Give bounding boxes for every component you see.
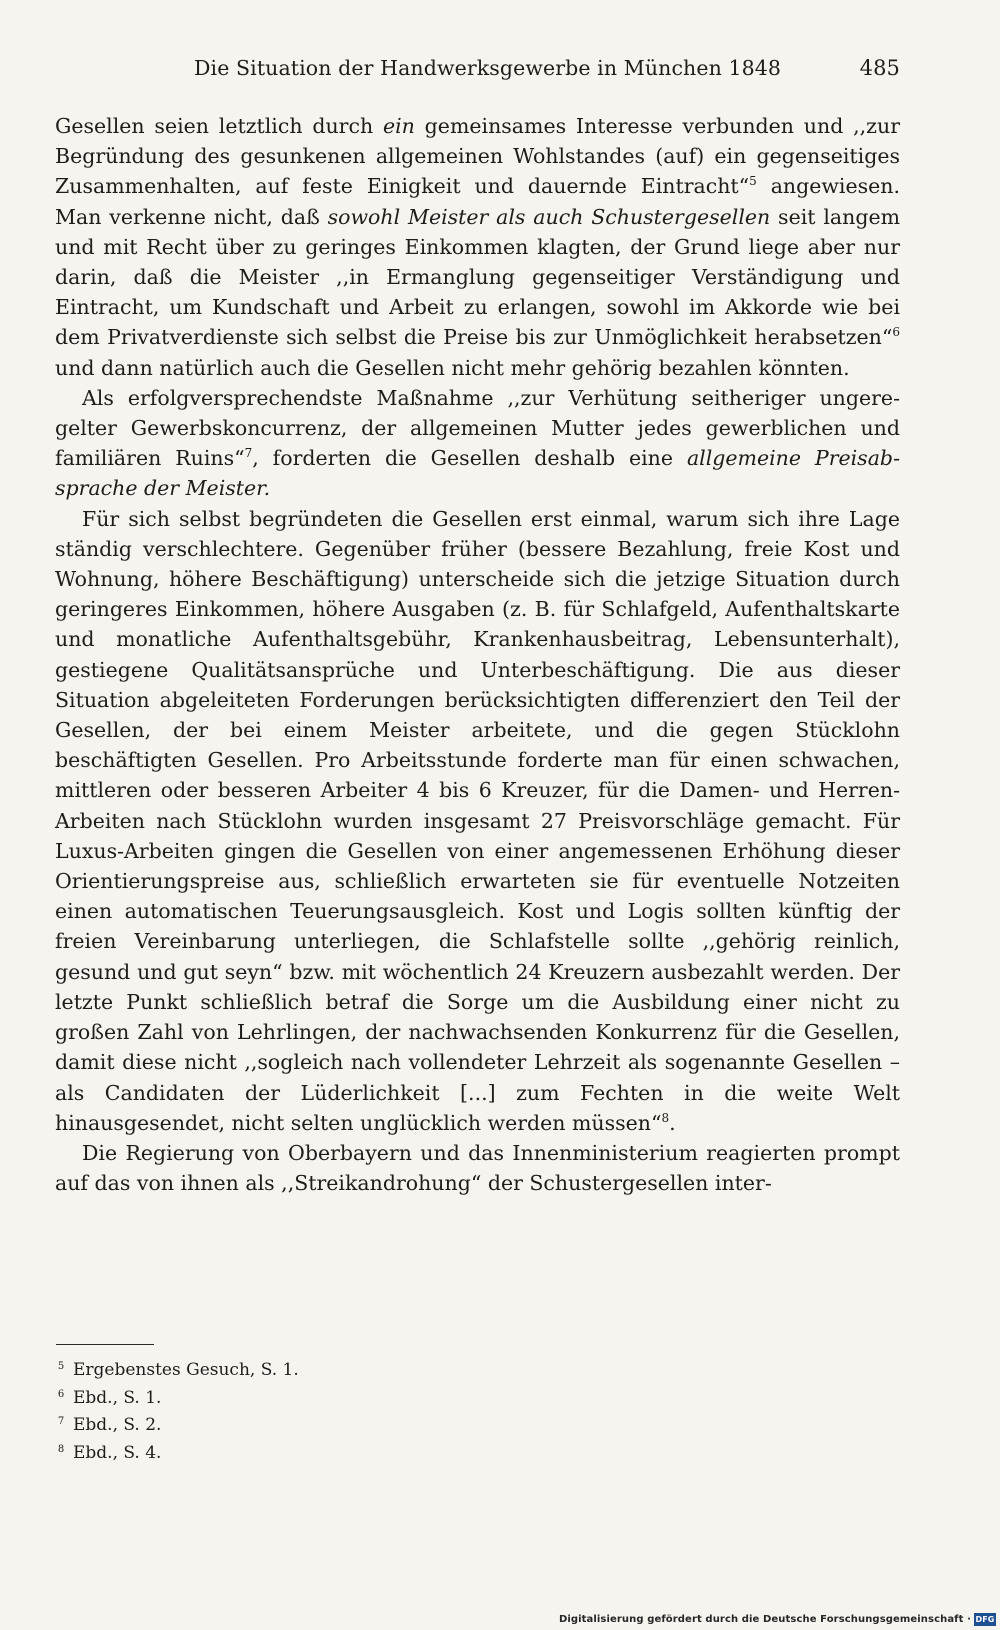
footnote-marker: 6 — [57, 1388, 65, 1400]
running-head — [55, 56, 900, 90]
paragraph — [55, 504, 900, 1138]
footnote-text: Ebd., S. 2. — [73, 1415, 162, 1435]
footnote-text: Ebd., S. 1. — [73, 1387, 162, 1408]
italic-text: ein — [382, 114, 415, 138]
footnote-text: Ergebenstes Gesuch, S. 1. — [73, 1360, 299, 1380]
italic-text: sowohl Meister als auch Schustergesellen — [327, 204, 771, 229]
text-run: und dann natürlich auch die Gesellen nicht mehr gehörig bezahlen könnten. — [55, 355, 850, 380]
dfg-logo: DFG — [975, 1615, 995, 1624]
footnote — [56, 1386, 901, 1414]
paragraph — [55, 111, 900, 383]
footnote-separator — [56, 1344, 154, 1345]
paragraph — [55, 1138, 900, 1198]
footnote-reference: 7 — [244, 446, 253, 461]
italic-text: allgemeine Preisabsprache der Meister. — [55, 446, 900, 501]
text-run: angewiesen. Man verkenne nicht, daß — [55, 174, 900, 229]
text-run: Als erfolgversprechendste Maßnahme ,,zur Verhütung seitheriger ungeregelter Gewerbskoncurrenz, der allgemeinen Mutter jedes gewerblichen und familiären Ruins“ — [55, 385, 900, 471]
text-run: . — [669, 1110, 676, 1135]
footnote-reference: 5 — [749, 174, 757, 189]
footnote — [56, 1358, 901, 1386]
text-run: , forderten die Gesellen deshalb eine — [252, 446, 687, 471]
footnote — [56, 1413, 901, 1441]
footnote-reference: 6 — [892, 325, 900, 340]
running-title: Die Situation der Handwerksgewerbe in München 1848 — [194, 56, 782, 80]
text-run: Gesellen seien letztlich durch — [55, 114, 383, 138]
footnote-marker: 8 — [57, 1443, 65, 1455]
paragraph — [55, 383, 900, 504]
digitization-note — [559, 1613, 996, 1626]
footnote-marker: 5 — [57, 1361, 65, 1372]
text-run: seit langem und mit Recht über zu geringes Einkommen klagten, der Grund liege aber nur darin, daß die Meister ,,in Ermanglung gegenseitiger Verständigung und Eintracht, um Kundschaft und Arbeit zu erlangen, sowohl im Akkorde wie bei dem Privatverdienste sich selbst die Preise bis zur Unmöglichkeit herabsetzen“ — [55, 204, 901, 350]
footnote-marker: 7 — [57, 1416, 65, 1427]
body-text — [55, 111, 900, 1198]
text-run: Für sich selbst begründeten die Gesellen erst einmal, warum sich ihre Lage ständig verschlechtere. Gegenüber früher (bessere Bezahlung, freie Kost und Wohnung, höhere Beschäftigung) unterscheide sich die jetzige Situation durch geringeres Einkommen, höhere Ausgaben (z. B. für Schlafgeld, Aufenthaltskarte und monatliche Aufenthaltsgebühr, Krankenhausbeitrag, Lebensunterhalt), gestiegene Qualitätsansprüche und Unterbeschäftigung. Die aus dieser Situation abgeleiteten Forderungen berücksichtigten differenziert den Teil der Gesellen, der bei einem Meister arbeitete, und die gegen Stücklohn beschäftigten Gesellen. Pro Arbeitsstunde forderte man für einen schwachen, mittleren oder besseren Arbeiter 4 bis 6 Kreuzer, für die Damen- und Herren-Arbeiten nach Stücklohn wurden insgesamt 27 Preisvorschläge gemacht. Für Luxus-Arbeiten gingen die Gesellen von einer angemessenen Erhöhung dieser Orientierungspreise aus, schließlich erwarteten sie für eventuelle Notzeiten einen automatischen Teuerungsausgleich. Kost und Logis sollten künftig der freien Vereinbarung unterliegen, die Schlafstelle sollte ,,gehörig reinlich, gesund und gut seyn“ bzw. mit wöchentlich 24 Kreuzern ausbezahlt werden. Der letzte Punkt schließlich betraf die Sorge um die Ausbildung einer nicht zu großen Zahl von Lehrlingen, der nachwachsenden Konkurrenz für die Gesellen, damit diese nicht ,,sogleich nach vollendeter Lehrzeit als sogenannte Gesellen – als Candidaten der Lüderlichkeit [...] zum Fechten in die weite Welt hinausgesendet, nicht selten unglücklich werden müssen“ — [55, 506, 900, 1135]
digitization-text: Digitalisierung gefördert durch die Deutsche Forschungsgemeinschaft · — [558, 1614, 971, 1625]
page-number: 485 — [859, 56, 900, 80]
footnote — [56, 1441, 901, 1469]
text-run: Die Regierung von Oberbayern und das Innenministerium reagierten prompt auf das von ihnen als ,,Streikandrohung“ der Schustergesellen inter- — [55, 1140, 900, 1196]
footnote-text: Ebd., S. 4. — [73, 1442, 162, 1463]
text-run: gemeinsames Interesse verbunden und ,,zur Begründung des gesunkenen allgemeinen Wohlstandes (auf) ein gegenseitiges Zusammenhalten, auf feste Einigkeit und dauernde Eintracht“ — [55, 114, 900, 199]
footnotes — [56, 1358, 901, 1468]
footnote-reference: 8 — [661, 1110, 670, 1125]
